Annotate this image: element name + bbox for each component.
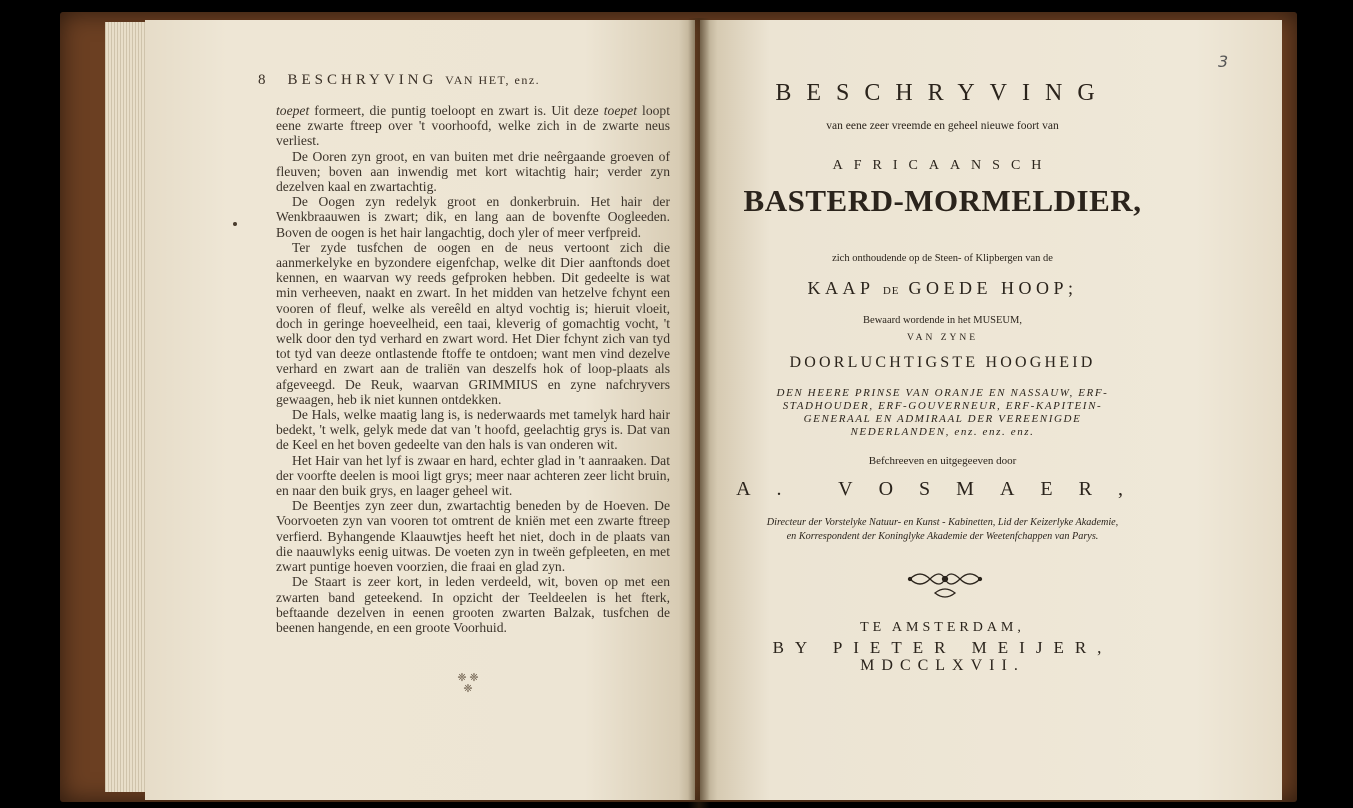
author-name: A. VOSMAER, xyxy=(736,478,1149,500)
line-kaap xyxy=(735,278,1150,299)
running-header xyxy=(258,72,678,89)
paragraph: De Beentjes zyn zeer dun, zwartachtig beneden by de Hoeven. De Voorvoeten zyn van vooren tot omtrent de kniën met een zwarte ftreep verfierd. Byhangende Klaauwtjes heeft het niet, doch in de plaats van die naauwlyks eenig uitwas. De voeten zyn in tweën gefpleeten, en met zwart puntige hoeven voorzien, die fraai en glad zyn. xyxy=(276,498,670,575)
ornament-asterisms xyxy=(448,673,488,695)
line-bewaard: Bewaard wordende in het MUSEUM, xyxy=(863,315,1022,326)
line-beschreeven: Befchreeven en uitgegeeven door xyxy=(868,455,1017,467)
page-edges-left xyxy=(105,22,145,792)
paragraph: De Staart is zeer kort, in leden verdeeld, wit, boven op met een zwarten band geteekend. In opzicht der Teeldeelen is het fterk, beftaande dezelven in eenen grooten zwarten Balzak, tusfchen de beenen hangende, en een groote Voorhuid. xyxy=(276,574,670,635)
running-title: BESCHRYVING xyxy=(287,72,438,88)
line-van-zyne: VAN ZYNE xyxy=(906,333,979,343)
main-title: BASTERD-MORMELDIER, xyxy=(743,183,1142,218)
body-text xyxy=(276,103,670,635)
ink-spot xyxy=(233,222,237,226)
subtitle: van eene zeer vreemde en geheel nieuwe foort van xyxy=(826,120,1059,132)
paragraph: De Oogen zyn redelyk groot en donkerbruin. Het hair der Wenkbraauwen is zwart; dik, en lang aan de bovenfte Oogleeden. Boven de oogen is het hair langachtig, doch yler of meer verfpreid. xyxy=(276,194,670,240)
imprint-printer: BY PIETER MEIJER, xyxy=(772,638,1113,657)
line-zich: zich onthoudende op de Steen- of Klipbergen van de xyxy=(832,253,1053,264)
prince-line: DEN HEERE PRINSE VAN ORANJE EN NASSAUW, ERF- xyxy=(776,387,1109,399)
paragraph: De Ooren zyn groot, en van buiten met drie neêrgaande groeven of fleuven; boven aan inwendig met kort witachtig hair; verder zyn dezelven kaal en zwartachtig. xyxy=(276,148,670,195)
page-number: 8 xyxy=(258,72,266,88)
paragraph: toepet formeert, die puntig toeloopt en zwart is. Uit deze toepet loopt eene zwarte ftreep over 't voorhoofd, welke zich in de zwarte neus verliest. xyxy=(276,103,670,149)
ornament-bottom: ❈ xyxy=(463,683,473,695)
ornament-top: ❈ ❈ xyxy=(457,672,479,684)
author-titles xyxy=(735,516,1150,544)
kaap-word: KAAP xyxy=(807,278,874,298)
running-title-small: VAN HET, enz. xyxy=(445,73,541,87)
kaap-de: DE xyxy=(882,285,900,297)
kaap-goede-hoop: GOEDE HOOP; xyxy=(908,278,1078,298)
line-africaansch: AFRICAANSCH xyxy=(832,158,1053,173)
pencil-page-number: 3 xyxy=(1218,52,1229,71)
imprint-year: MDCCLXVII. xyxy=(860,657,1025,674)
imprint-city: TE AMSTERDAM, xyxy=(860,620,1025,635)
paragraph: Het Hair van het lyf is zwaar en hard, echter glad in 't aanraaken. Dat der voorfte deelen is mooi ligt grys; meer naar achteren zeer licht bruin, en naar den buik grys, en laager geheel wit. xyxy=(276,452,670,499)
prince-line: STADHOUDER, ERF-GOUVERNEUR, ERF-KAPITEIN- xyxy=(782,400,1103,412)
printer-ornament xyxy=(905,565,985,605)
title-beschryving: BESCHRYVING xyxy=(775,80,1110,106)
prince-line: GENERAAL EN ADMIRAAL DER VEREENIGDE xyxy=(803,413,1082,425)
author-title-line: Directeur der Vorstelyke Natuur- en Kunst - Kabinetten, Lid der Keizerlyke Akademie, xyxy=(766,517,1119,528)
prince-dedication xyxy=(735,387,1150,439)
book-gutter xyxy=(688,18,710,808)
line-hoogheid: DOORLUCHTIGSTE HOOGHEID xyxy=(789,354,1096,371)
paragraph: De Hals, welke maatig lang is, is nederwaards met tamelyk hard hair bedekt, 't welk, gelyk mede dat van 't hoofd, geelachtig grys is. Dat van de Keel en het boven gedeelte van den hals is van onderen wit. xyxy=(276,407,670,453)
author-title-line: en Korrespondent der Koninglyke Akademie der Weetenfchappen van Parys. xyxy=(786,531,1099,542)
prince-line: NEDERLANDEN, enz. enz. enz. xyxy=(850,426,1035,438)
paragraph: Ter zyde tusfchen de oogen en de neus vertoont zich die aanmerkelyke en byzondere eigenfchap, welke dit Dier aanftonds doet kennen, en waarvan wy reeds gefproken hebben. Dit gedeelte is wat min verheeven, naakt en zwart. In het midden van hetzelve fchynt een vooren of fleuf, welke als vereêld en altyd vochtig is; hieruit vloeit, doch in geringe hoeveelheid, een taai, kleverig of gomachtig vocht, 't welk door den tyd verhard en zwart word. Het Dier fchynt zich van tyd tot tyd van deeze ontlastende ftoffe te ontdoen; want men vind dezelve verhard en zwart aan de traliën van deszelfs hok of loop-plaats als afgeveegd. De Reuk, waarvan GRIMMIUS en zyne nafchryvers gewaagen, heb ik niet kunnen ontdekken. xyxy=(276,239,670,407)
